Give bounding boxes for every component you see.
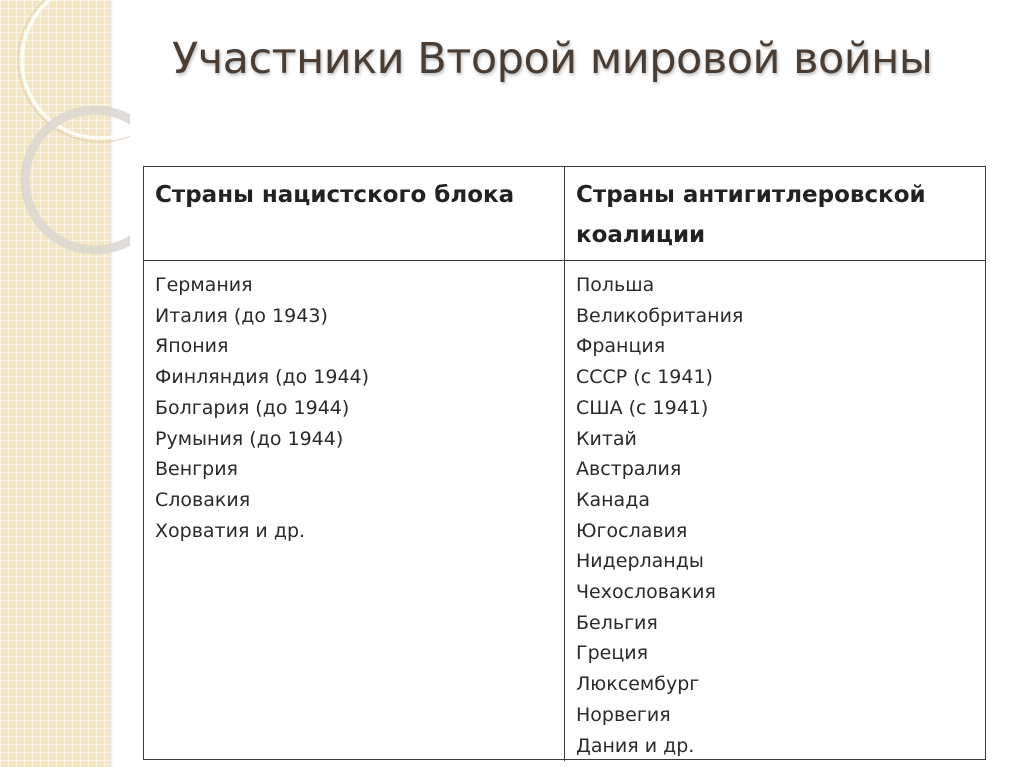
coalition-country-item: Норвегия	[576, 703, 671, 726]
nazi-bloc-country-item: Хорватия и др.	[155, 519, 306, 542]
coalition-country-item: Греция	[576, 642, 649, 665]
coalition-country-item: Югославия	[576, 519, 688, 542]
coalition-country-item: Канада	[576, 488, 650, 511]
header-nazi-bloc: Страны нацистского блока	[144, 167, 565, 260]
coalition-country-item: Польша	[576, 274, 655, 296]
nazi-bloc-country-item: Словакия	[155, 488, 251, 511]
coalition-country-item: СССР (с 1941)	[576, 366, 713, 389]
coalition-country-item: Китай	[576, 427, 637, 450]
coalition-country-item: Нидерланды	[576, 550, 704, 573]
nazi-bloc-cell	[144, 261, 565, 761]
nazi-bloc-country-item: Венгрия	[155, 458, 238, 481]
coalition-country-item: Австралия	[576, 458, 682, 481]
nazi-bloc-country-item: Япония	[155, 335, 229, 358]
nazi-bloc-country-item: Болгария (до 1944)	[155, 396, 350, 419]
participants-table	[143, 166, 986, 760]
coalition-country-item: Бельгия	[576, 611, 658, 634]
coalition-country-item: Люксембург	[576, 673, 700, 696]
coalition-country-item: Великобритания	[576, 304, 744, 327]
nazi-bloc-list	[155, 270, 553, 546]
table-header-row	[144, 167, 985, 261]
coalition-cell	[565, 261, 985, 761]
nazi-bloc-country-item: Германия	[155, 274, 253, 296]
coalition-country-item: Дания и др.	[576, 734, 695, 757]
nazi-bloc-country-item: Финляндия (до 1944)	[155, 366, 370, 389]
coalition-list	[576, 270, 974, 761]
coalition-country-item: Франция	[576, 335, 666, 358]
nazi-bloc-country-item: Италия (до 1943)	[155, 304, 328, 327]
coalition-country-item: Чехословакия	[576, 581, 716, 604]
header-anti-hitler-coalition: Страны антигитлеровской коалиции	[576, 182, 926, 248]
table-body-row	[144, 261, 985, 761]
decorative-rings	[0, 0, 130, 260]
slide-title: Участники Второй мировой войны	[172, 34, 933, 84]
nazi-bloc-country-item: Румыния (до 1944)	[155, 427, 344, 450]
coalition-country-item: США (с 1941)	[576, 396, 709, 419]
